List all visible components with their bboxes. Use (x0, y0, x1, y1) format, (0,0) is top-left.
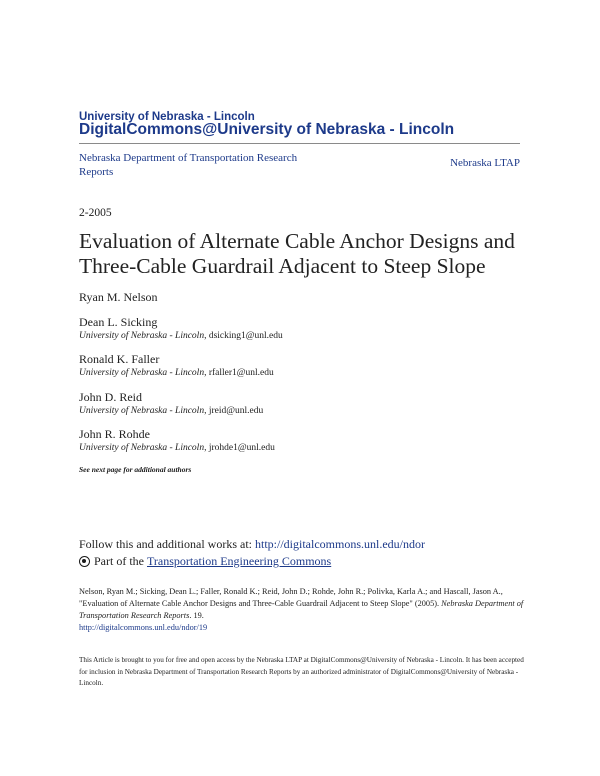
publication-date: 2-2005 (79, 207, 112, 219)
author-name: Ryan M. Nelson (79, 290, 158, 304)
citation-number: . 19. (189, 611, 204, 620)
author-email[interactable]: rfaller1@unl.edu (208, 368, 274, 378)
author-name: John D. Reid (79, 390, 142, 404)
affiliation-institution: University of Nebraska - Lincoln (79, 368, 205, 378)
follow-line (79, 537, 425, 552)
open-access-icon (79, 556, 90, 567)
author-name: Dean L. Sicking (79, 315, 158, 329)
access-statement: This Article is brought to you for free and open access by the Nebraska LTAP at DigitalCommons@University of Nebraska - Lincoln. It has been accepted for inclusion in Nebraska Department of Transportation Research Reports by an authorized administrator of DigitalCommons@University of Nebraska - Lincoln. (79, 656, 524, 687)
institution-name: University of Nebraska - Lincoln (79, 111, 255, 123)
author-email[interactable]: jrohde1@unl.edu (208, 443, 275, 453)
author-name: Ronald K. Faller (79, 352, 160, 366)
see-next-page-note: See next page for additional authors (79, 465, 192, 474)
author-affiliation: University of Nebraska - Lincoln, dsicking1@unl.edu (79, 331, 283, 341)
author-affiliation: University of Nebraska - Lincoln, jreid@unl.edu (79, 406, 264, 416)
follow-url-link[interactable]: http://digitalcommons.unl.edu/ndor (255, 537, 425, 551)
part-of-text: Part of the (94, 554, 144, 568)
repository-link[interactable]: DigitalCommons@University of Nebraska - Lincoln (79, 121, 455, 138)
author-affiliation: University of Nebraska - Lincoln, rfaller1@unl.edu (79, 368, 274, 378)
author-affiliation: University of Nebraska - Lincoln, jrohde1@unl.edu (79, 443, 275, 453)
affiliation-institution: University of Nebraska - Lincoln (79, 406, 205, 416)
ltap-link[interactable]: Nebraska LTAP (450, 157, 520, 169)
affiliation-institution: University of Nebraska - Lincoln (79, 443, 205, 453)
affiliation-institution: University of Nebraska - Lincoln (79, 331, 205, 341)
recommended-citation (79, 586, 529, 634)
commons-link[interactable]: Transportation Engineering Commons (147, 554, 332, 568)
author-email[interactable]: jreid@unl.edu (208, 406, 264, 416)
citation-series: Nebraska Department of Transportation Research Reports (79, 599, 524, 620)
header-divider (79, 143, 520, 144)
author-name: John R. Rohde (79, 427, 151, 441)
part-of-line (79, 554, 331, 569)
collection-link[interactable]: Nebraska Department of Transportation Research Reports (79, 152, 298, 178)
follow-text: Follow this and additional works at: (79, 537, 255, 551)
citation-url-link[interactable]: http://digitalcommons.unl.edu/ndor/19 (79, 623, 208, 632)
author-email[interactable]: dsicking1@unl.edu (208, 331, 283, 341)
document-title: Evaluation of Alternate Cable Anchor Designs and Three-Cable Guardrail Adjacent to Steep Slope (79, 229, 515, 278)
citation-text: Nelson, Ryan M.; Sicking, Dean L.; Faller, Ronald K.; Reid, John D.; Rohde, John R.; Polivka, Karla A.; and Hascall, Jason A., "Evaluation of Alternate Cable Anchor Designs and Three-Cable Guardrail Adjacent to Steep Slope" (2005). (79, 587, 503, 608)
